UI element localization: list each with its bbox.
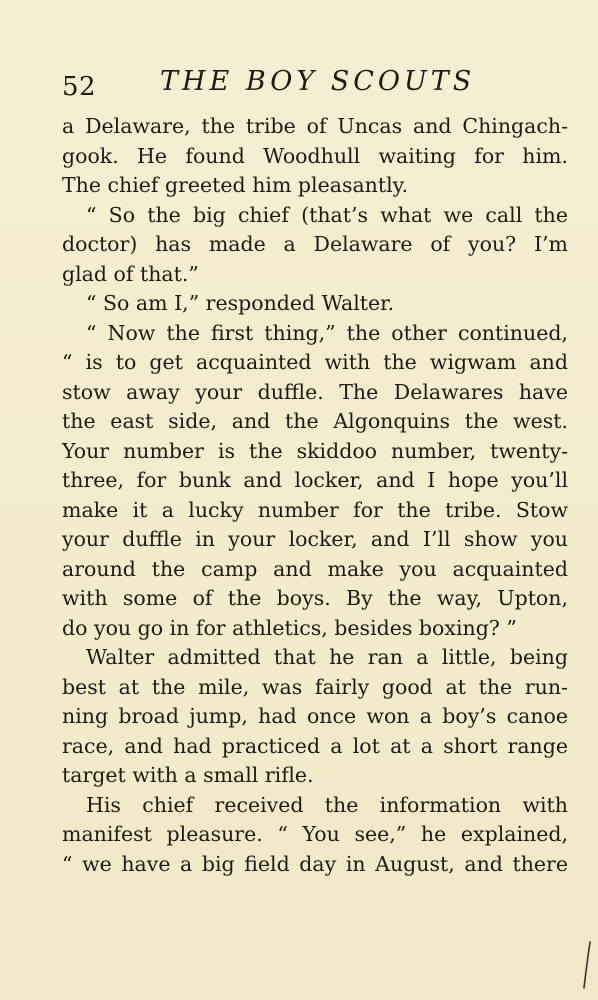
text-line: gook. He found Woodhull waiting for him. (62, 143, 568, 168)
text-line: “ So the big chief (that’s what we call the (86, 202, 568, 227)
text-line: Walter admitted that he ran a little, being (86, 645, 568, 669)
text-line: The chief greeted him pleasantly. (62, 173, 409, 197)
text-line: your duffle in your locker, and I’ll show you (62, 527, 568, 551)
text-line: “ we have a big field day in August, and there (62, 851, 568, 876)
text-line: Your number is the skiddoo number, twenty- (62, 438, 568, 463)
margin-pen-mark (582, 940, 592, 990)
text-line: doctor) has made a Delaware of you? I’m (62, 232, 568, 256)
text-line: ning broad jump, had once won a boy’s canoe (62, 704, 568, 728)
text-line: best at the mile, was fairly good at the run- (62, 674, 568, 699)
text-line: stow away your duffle. The Delawares have (62, 379, 568, 404)
page-number: 52 (62, 72, 97, 102)
text-line: around the camp and make you acquainted (62, 556, 568, 581)
running-title: THE BOY SCOUTS (160, 66, 476, 97)
text-line: race, and had practiced a lot at a short range (62, 733, 568, 758)
text-line: a Delaware, the tribe of Uncas and Chingach- (62, 114, 568, 138)
text-line: make it a lucky number for the tribe. Stow (62, 497, 568, 522)
text-line: glad of that.” (62, 261, 199, 286)
text-line: His chief received the information with (86, 792, 568, 817)
body-text (62, 112, 568, 879)
text-line: the east side, and the Algonquins the west. (62, 409, 568, 433)
text-line: “ So am I,” responded Walter. (86, 291, 395, 315)
text-line: with some of the boys. By the way, Upton, (62, 586, 568, 610)
text-line: “ is to get acquainted with the wigwam and (62, 350, 568, 374)
page-header (62, 66, 568, 106)
text-line: three, for bunk and locker, and I hope you’ll (62, 468, 568, 492)
text-line: do you go in for athletics, besides boxing? ” (62, 615, 517, 640)
text-line: target with a small rifle. (62, 763, 314, 787)
text-line: manifest pleasure. “ You see,” he explained, (62, 822, 568, 846)
text-line: “ Now the first thing,” the other continued, (86, 320, 568, 345)
